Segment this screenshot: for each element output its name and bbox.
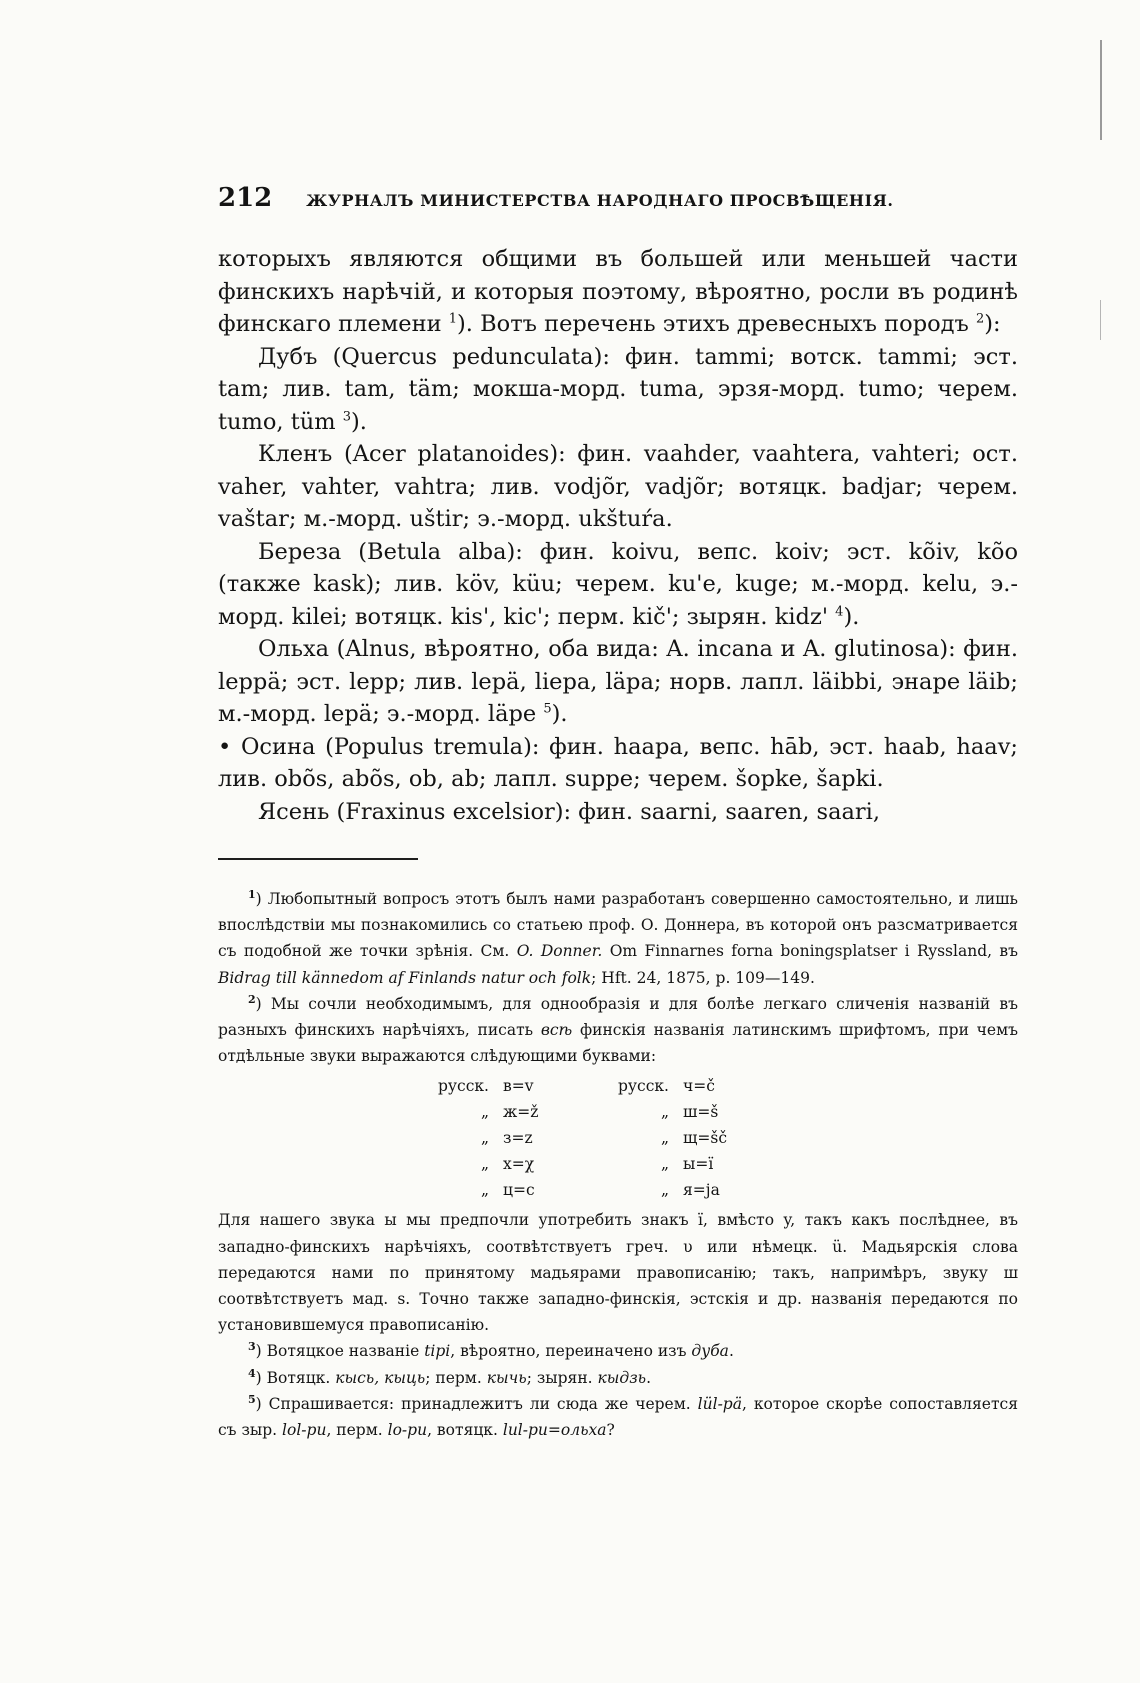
text-span: . (646, 1368, 652, 1387)
text-span: ): (984, 311, 1001, 337)
text-span: ). Вотъ перечень этихъ древесныхъ породъ (457, 311, 976, 337)
text-span: Om Finnarnes forna boningsplatser i Ryssland, въ (602, 942, 1018, 961)
cited-word: lul-pu=ольха (502, 1421, 607, 1440)
table-label: „ (480, 1129, 489, 1148)
table-label: „ (480, 1155, 489, 1174)
footnote-mark: 3 (248, 1340, 256, 1354)
table-label: „ (660, 1129, 669, 1148)
footnote-mark: 4 (248, 1366, 256, 1380)
table-label: „ (660, 1103, 669, 1122)
text-span: ; зырян. (526, 1368, 598, 1387)
cited-word: tipi (424, 1342, 451, 1361)
cited-word: lol-pu (282, 1421, 327, 1440)
cited-word: lül-pä (697, 1394, 742, 1413)
text-span: , которое скорѣе сопоставляется съ зыр. (218, 1394, 1018, 1440)
footnote-mark: 1 (248, 887, 256, 901)
text-span: ) Мы сочли необходимымъ, для однообразія и для болѣе легкаго сличенія названій въ разныхъ финскихъ нарѣчіяхъ, писать (218, 994, 1018, 1040)
table-value: в=v (503, 1077, 534, 1096)
text-span: Ольха (Alnus, вѣроятно, оба вида: A. incana и A. glutinosa): фин. leppä; эст. lepp; лив. lepä, liepa, läpa; норв. лапл. läibbi, энаре läib; м.-морд. lepä; э.-морд. läpe (218, 636, 1018, 727)
table-label: „ (660, 1181, 669, 1200)
journal-title: Bidrag till kännedom af Finlands natur och folk (218, 968, 592, 987)
footnote-2-continued: Для нашего звука ы мы предпочли употребить знакъ ï, вмѣсто y, такъ какъ послѣднее, въ западно-финскихъ нарѣчіяхъ, соотвѣтствуетъ греч. υ или нѣмецк. ü. Мадьярскія слова передаются нами по принятому мадьярами правописанію; такъ, напримѣръ, звуку ш соотвѣтствуетъ мад. s. Точно также западно-финскія, эстскія и др. названія передаются по установившемуся правописанію. (218, 1211, 1018, 1335)
text-span: , перм. (326, 1421, 388, 1440)
scan-edge-line (1100, 40, 1102, 140)
text-span: . (728, 1342, 734, 1361)
footnote-mark: 5 (248, 1392, 256, 1406)
table-label: „ (480, 1103, 489, 1122)
text-span: ). (551, 701, 568, 727)
paragraph-aspen (218, 731, 1018, 796)
running-title: ЖУРНАЛЪ МИНИСТЕРСТВА НАРОДНАГО ПРОСВѢЩЕНІЯ. (306, 191, 894, 210)
text-span: Ясень (Fraxinus excelsior): фин. saarni, saaren, saari, (258, 798, 881, 825)
text-span: ? (606, 1421, 615, 1440)
text-span: ; Hft. 24, 1875, p. 109—149. (591, 968, 815, 987)
footnote-ref: 1 (448, 311, 458, 327)
text-span: • Осина (Populus tremula): фин. haapa, вепс. hāb, эст. haab, haav; лив. obõs, abõs, ob, ab; лапл. suppe; черем. šopke, šapki. (218, 733, 1018, 792)
text-span: Дубъ (Quercus pedunculata): фин. tammi; вотск. tammi; эст. tam; лив. tam, täm; мокша-морд. tuma, эрзя-морд. tumo; черем. tumo, tüm (218, 343, 1018, 435)
footnote-divider (218, 858, 418, 860)
text-span: ). (843, 603, 860, 630)
cited-word: lo-pu (387, 1421, 428, 1440)
footnote-ref: 3 (342, 409, 352, 424)
table-value: ж=ž (503, 1103, 539, 1122)
table-value: ш=š (683, 1103, 719, 1122)
table-value: я=ja (683, 1181, 720, 1200)
cited-word: дуба (691, 1342, 729, 1361)
text-span: финскія названія латинскимъ шрифтомъ, при чемъ отдѣльные звуки выражаются слѣдующими буквами: (218, 1021, 1018, 1066)
footnote-ref: 5 (543, 701, 552, 717)
table-label: „ (480, 1181, 489, 1200)
text-span: Береза (Betula alba): фин. koivu, вепс. koiv; эст. kõiv, kõo (также kask); лив. köv, küu; черем. ku'e, kuge; м.-морд. kelu, э.-морд. kilei; вотяцк. kis', kic'; перм. kič'; зырян. kidz' (218, 538, 1018, 630)
text-span: ) Вотяцкое названіе (255, 1342, 425, 1361)
table-label: русск. (437, 1077, 489, 1096)
table-value: ы=ï (683, 1155, 714, 1174)
text-span: которыхъ являются общими въ большей или меньшей части финскихъ нарѣчій, и которыя поэтому, вѣроятно, росли въ родинѣ финскаго племени (218, 246, 1018, 337)
paragraph-alder (218, 633, 1018, 731)
table-value: ц=c (503, 1181, 535, 1200)
footnote-ref: 4 (835, 604, 844, 619)
footnote-2 (218, 991, 1018, 1070)
footnotes (218, 886, 1018, 1443)
footnote-mark: 2 (248, 992, 256, 1006)
text-span: Кленъ (Acer platanoides): фин. vaahder, vaahtera, vahteri; ост. vaher, vahter, vahtra; лив. vodjõr, vadjõr; вотяцк. badjar; черем. vaštar; м.-морд. uštir; э.-морд. ukštuŕa. (218, 441, 1018, 532)
paragraph-ash (218, 796, 1018, 829)
cited-word: кычь (486, 1368, 527, 1387)
page-header (218, 183, 1018, 213)
text-span: , вѣроятно, переиначено изъ (450, 1342, 692, 1361)
footnote-ref: 2 (975, 311, 985, 327)
page-number: 212 (218, 183, 273, 213)
paragraph-birch (218, 536, 1018, 634)
book-page (218, 183, 1018, 1443)
main-text (218, 243, 1018, 828)
scan-edge-mark (1100, 300, 1101, 340)
table-value: х=χ (503, 1155, 535, 1174)
table-label: русск. (617, 1077, 669, 1096)
table-value: з=z (503, 1129, 533, 1148)
transliteration-table (218, 1073, 1018, 1203)
emphasis: всѣ (540, 1021, 573, 1040)
table-value: ч=č (683, 1077, 715, 1096)
text-span: ) Вотяцк. (255, 1368, 336, 1387)
text-span: ) Спрашивается: принадлежитъ ли сюда же черем. (255, 1394, 698, 1413)
table-label: „ (660, 1155, 669, 1174)
footnote-3 (218, 1338, 1018, 1364)
text-span: , вотяцк. (427, 1421, 503, 1440)
paragraph-intro (218, 243, 1018, 341)
paragraph-oak (218, 341, 1018, 439)
text-span: ) Любопытный вопросъ этотъ былъ нами разработанъ совершенно самостоятельно, и лишь впослѣдствіи мы познакомились со статьею проф. О. Доннера, въ которой онъ разсматривается съ подобной же точки зрѣнія. См. (218, 890, 1018, 961)
footnote-5 (218, 1391, 1018, 1443)
footnote-1 (218, 886, 1018, 991)
text-span: ; перм. (425, 1368, 487, 1387)
cited-word: кысь, кыць (335, 1368, 426, 1387)
paragraph-maple (218, 438, 1018, 536)
table-value: щ=šč (683, 1129, 728, 1148)
text-span: ). (351, 408, 367, 435)
author-name: O. Donner. (516, 942, 603, 961)
footnote-4 (218, 1365, 1018, 1391)
cited-word: кыдзь (597, 1368, 647, 1387)
